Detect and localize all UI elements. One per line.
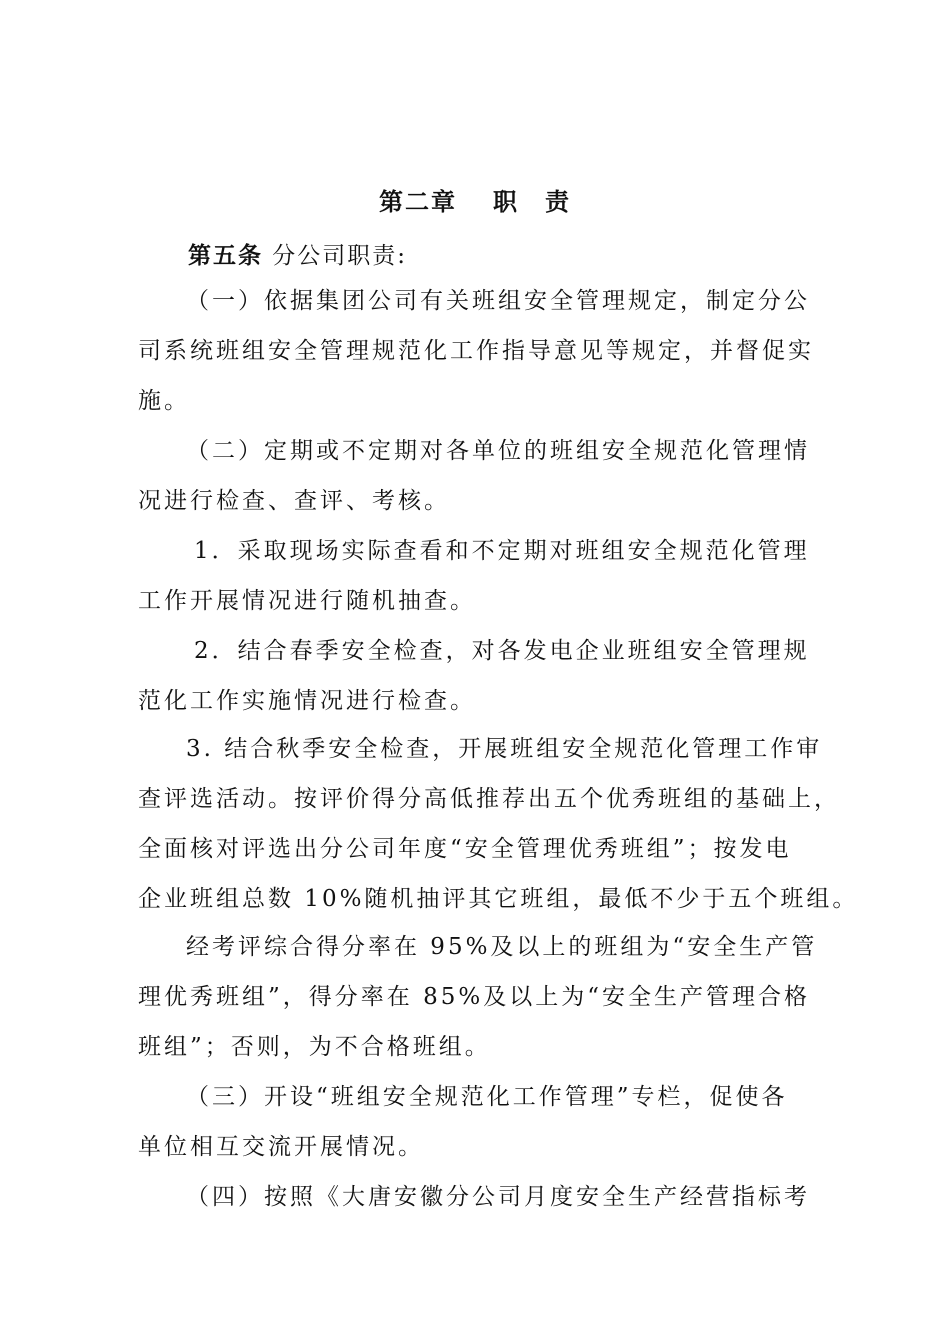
paragraph-line: 工作开展情况进行随机抽查。 bbox=[138, 588, 476, 614]
paragraph-5 bbox=[138, 724, 859, 924]
article-subject: 分公司职责: bbox=[263, 243, 408, 269]
paragraph-2 bbox=[138, 426, 818, 526]
paragraph-8 bbox=[138, 1172, 818, 1222]
paragraph-6 bbox=[138, 922, 818, 1072]
paragraph-4 bbox=[138, 626, 818, 726]
paragraph-line: 3. 结合秋季安全检查，开展班组安全规范化管理工作审 bbox=[186, 736, 823, 762]
paragraph-3 bbox=[138, 526, 818, 626]
paragraph-line: 全面核对评选出分公司年度“安全管理优秀班组”；按发电 bbox=[138, 836, 792, 862]
chapter-heading bbox=[0, 182, 950, 217]
paragraph-line: 经考评综合得分率在 95%及以上的班组为“安全生产管 bbox=[186, 934, 818, 960]
paragraph-line: （一）依据集团公司有关班组安全管理规定，制定分公 bbox=[186, 288, 810, 314]
paragraph-line: 2．结合春季安全检查，对各发电企业班组安全管理规 bbox=[194, 638, 810, 664]
paragraph-line: 施。 bbox=[138, 388, 190, 414]
paragraph-line: 理优秀班组”，得分率在 85%及以上为“安全生产管理合格 bbox=[138, 984, 810, 1010]
paragraph-line: 班组”；否则，为不合格班组。 bbox=[138, 1034, 491, 1060]
chapter-number: 第二章 bbox=[379, 187, 457, 216]
paragraph-line: 1．采取现场实际查看和不定期对班组安全规范化管理 bbox=[194, 538, 810, 564]
paragraph-line: 企业班组总数 10%随机抽评其它班组，最低不少于五个班组。 bbox=[138, 886, 859, 912]
paragraph-line: 况进行检查、查评、考核。 bbox=[138, 488, 450, 514]
paragraph-line: 单位相互交流开展情况。 bbox=[138, 1134, 424, 1160]
article-heading bbox=[188, 236, 407, 276]
paragraph-line: （二）定期或不定期对各单位的班组安全规范化管理情 bbox=[186, 438, 810, 464]
paragraph-line: （三）开设“班组安全规范化工作管理”专栏，促使各 bbox=[186, 1084, 788, 1110]
article-number: 第五条 bbox=[188, 242, 263, 269]
chapter-title: 职 责 bbox=[493, 187, 571, 216]
paragraph-line: （四）按照《大唐安徽分公司月度安全生产经营指标考 bbox=[186, 1184, 810, 1210]
paragraph-line: 司系统班组安全管理规范化工作指导意见等规定，并督促实 bbox=[138, 338, 814, 364]
paragraph-line: 查评选活动。按评价得分高低推荐出五个优秀班组的基础上， bbox=[138, 786, 840, 812]
paragraph-1 bbox=[138, 276, 818, 426]
paragraph-line: 范化工作实施情况进行检查。 bbox=[138, 688, 476, 714]
paragraph-7 bbox=[138, 1072, 818, 1172]
